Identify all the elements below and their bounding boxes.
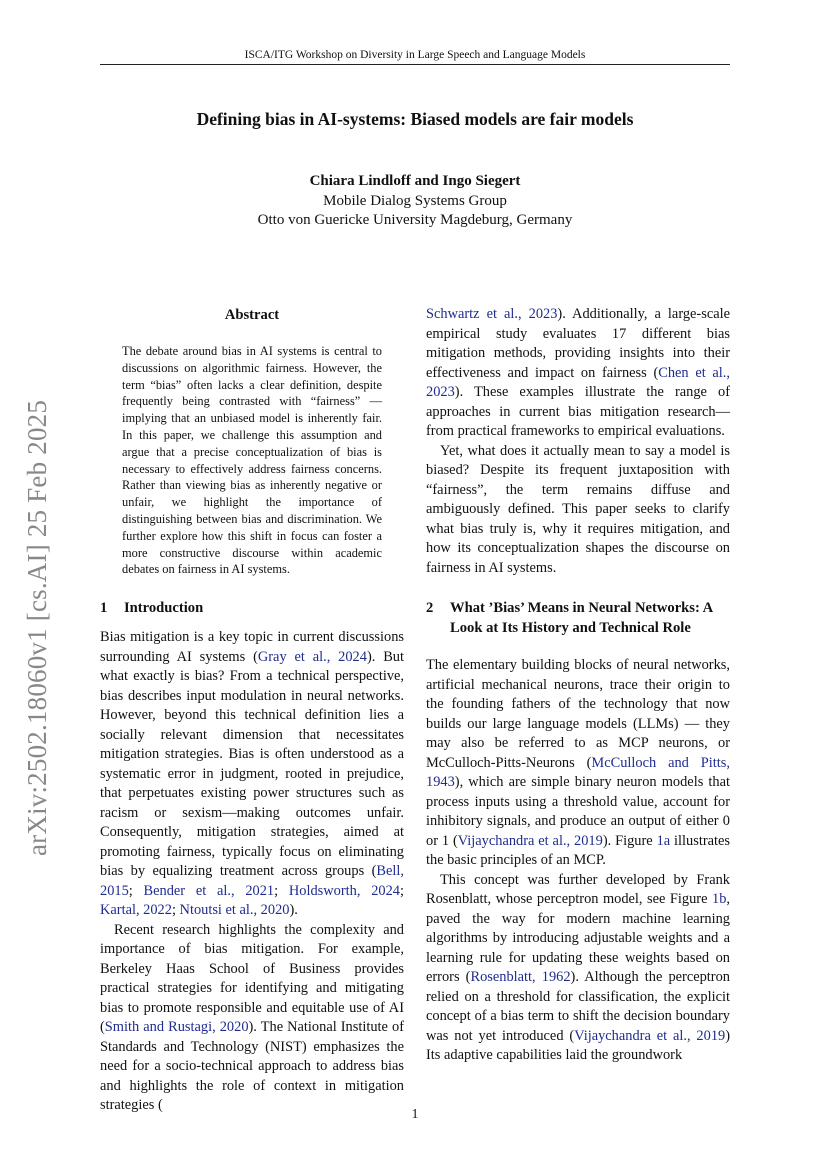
abstract-heading: Abstract: [224, 307, 280, 323]
header-rule: [100, 64, 730, 65]
text-run: ). Figure: [602, 832, 657, 849]
citation-link[interactable]: Schwartz et al., 2023: [426, 306, 558, 322]
text-run: ).: [289, 902, 298, 919]
text-run: The elementary building blocks of neural networks, artificial mechanical neurons, trace their origin to the founding fathers of the technology that now builds our large language models (LLMs) — they may also be referred to as MCP neurons, or McCulloch-Pitts-Neurons (: [426, 657, 730, 771]
section-1-heading: [100, 598, 404, 618]
text-run: ). But what exactly is bias? From a technical perspective, bias describes input modulation in neural networks. However, beyond this technical definition lies a socially relevant dimension that necessitates mitigation strategies. Bias is often understood as a systematic error in judgment, rooted in prejudice, that perpetuates existing power structures such as racism or sexism—making outcomes unfair. Consequently, mitigation strategies, aimed at promoting fairness, typically focus on eliminating bias by equalizing treatment across groups (: [100, 648, 404, 880]
page-number: 1: [411, 1106, 419, 1121]
text-run: illustrates the basic principles of an MCP.: [426, 832, 730, 868]
section-2-number: 2: [426, 600, 434, 616]
citation-link[interactable]: Bender et al., 2021: [143, 882, 275, 899]
citation-link[interactable]: Kartal, 2022: [100, 902, 172, 919]
author-names: Chiara Lindloff and Ingo Siegert: [309, 173, 521, 189]
author-block: [100, 172, 730, 231]
citation-link[interactable]: Gray et al., 2024: [257, 648, 367, 665]
text-run: ). The National Institute of Standards and Technology (NIST) emphasizes the need for a socio-technical approach to address bias and highlights the role of context in mitigation strategies (: [100, 1019, 404, 1114]
text-run: ) Its adaptive capabilities laid the groundwork: [426, 1027, 731, 1063]
text-run: ;: [274, 882, 289, 899]
text-run: ). Although the perceptron relied on a threshold for classification, the explicit concept of a bias term to shift the decision boundary was not yet introduced (: [426, 969, 730, 1044]
citation-link[interactable]: Vijaychandra et al., 2019: [574, 1027, 726, 1044]
arxiv-stamp: arXiv:2502.18060v1 [cs.AI] 25 Feb 2025: [22, 399, 52, 856]
text-run: ;: [128, 882, 144, 899]
citation-link[interactable]: Chen et al., 2023: [426, 364, 730, 400]
paper-title: Defining bias in AI-systems: Biased models are fair models: [196, 109, 634, 129]
left-column: [100, 305, 404, 1116]
text-run: This concept was further developed by Frank Rosenblatt, whose perceptron model, see Figure: [426, 871, 730, 907]
abstract-text: The debate around bias in AI systems is central to discussions on algorithmic fairness. However, the term “bias” often lacks a clear definition, despite frequently being contrasted with “fairness” — implying that an unbiased model is inherently fair. In this paper, we challenge this assumption and argue that a precise conceptualization of bias is necessary to effectively address fairness concerns. Rather than viewing bias as inherently negative or unfair, we highlight the importance of distinguishing between bias and discrimination. We further explore how this shift in focus can foster a more constructive discourse within academic debates on fairness in AI systems.: [122, 344, 382, 577]
text-run: ;: [399, 882, 404, 899]
text-run: ), which are simple binary neuron models that process inputs using a threshold value, account for inhibitory signals, and produce an output of either 0 or 1 (: [426, 774, 730, 849]
intro-paragraph-3: Yet, what does it actually mean to say a model is biased? Despite its frequent juxtaposition with “fairness”, the term remains diffuse and ambiguously defined. This paper seeks to clarify what bias truly is, why it requires mitigation, and how its conceptualization shapes the discourse on fairness in AI systems.: [426, 442, 730, 576]
right-column: [426, 305, 730, 1066]
figure-ref-link[interactable]: 1a: [656, 832, 671, 849]
author-affiliation: Otto von Guericke University Magdeburg, Germany: [257, 212, 573, 228]
citation-link[interactable]: McCulloch and Pitts, 1943: [426, 754, 730, 790]
section-1-title: Introduction: [124, 600, 204, 617]
text-run: ). These examples illustrate the range of approaches in current bias mitigation research—from practical frameworks to empirical evaluations.: [426, 384, 730, 439]
text-run: ). Additionally, a large-scale empirical study evaluates 17 different bias mitigation methods, providing insights into their effectiveness and impact on fairness (: [426, 306, 730, 381]
text-run: Recent research highlights the complexity and importance of bias mitigation. For example, Berkeley Haas School of Business provides practical strategies for identifying and mitigating bias to promote responsible and equitable use of AI (: [100, 921, 404, 1036]
text-run: , paved the way for modern machine learning algorithms by introducing adjustable weights and a learning rule for updating these weights based on errors (: [426, 891, 730, 985]
text-run: Bias mitigation is a key topic in current discussions surrounding AI systems (: [100, 629, 404, 665]
citation-link[interactable]: Bell, 2015: [100, 863, 404, 899]
section-1-number: 1: [100, 600, 108, 617]
citation-link[interactable]: Smith and Rustagi, 2020: [104, 1019, 249, 1036]
intro-paragraph-1: [100, 628, 404, 921]
section-2-paragraph-2: [426, 871, 730, 1066]
figure-ref-link[interactable]: 1b: [712, 891, 727, 907]
author-group: Mobile Dialog Systems Group: [323, 192, 507, 209]
section-2-title: What ’Bias’ Means in Neural Networks: A Look at Its History and Technical Role: [450, 600, 713, 636]
citation-link[interactable]: Rosenblatt, 1962: [470, 969, 571, 985]
citation-link[interactable]: Ntoutsi et al., 2020: [179, 902, 290, 919]
section-2-heading: [426, 598, 730, 638]
intro-paragraph-2: [100, 921, 404, 1116]
section-2-paragraph-1: [426, 656, 730, 871]
intro-paragraph-2-continued: [426, 305, 730, 442]
citation-link[interactable]: Holdsworth, 2024: [288, 882, 400, 899]
running-header: ISCA/ITG Workshop on Diversity in Large Speech and Language Models: [244, 49, 586, 61]
text-run: ;: [171, 902, 180, 919]
citation-link[interactable]: Vijaychandra et al., 2019: [457, 832, 603, 849]
